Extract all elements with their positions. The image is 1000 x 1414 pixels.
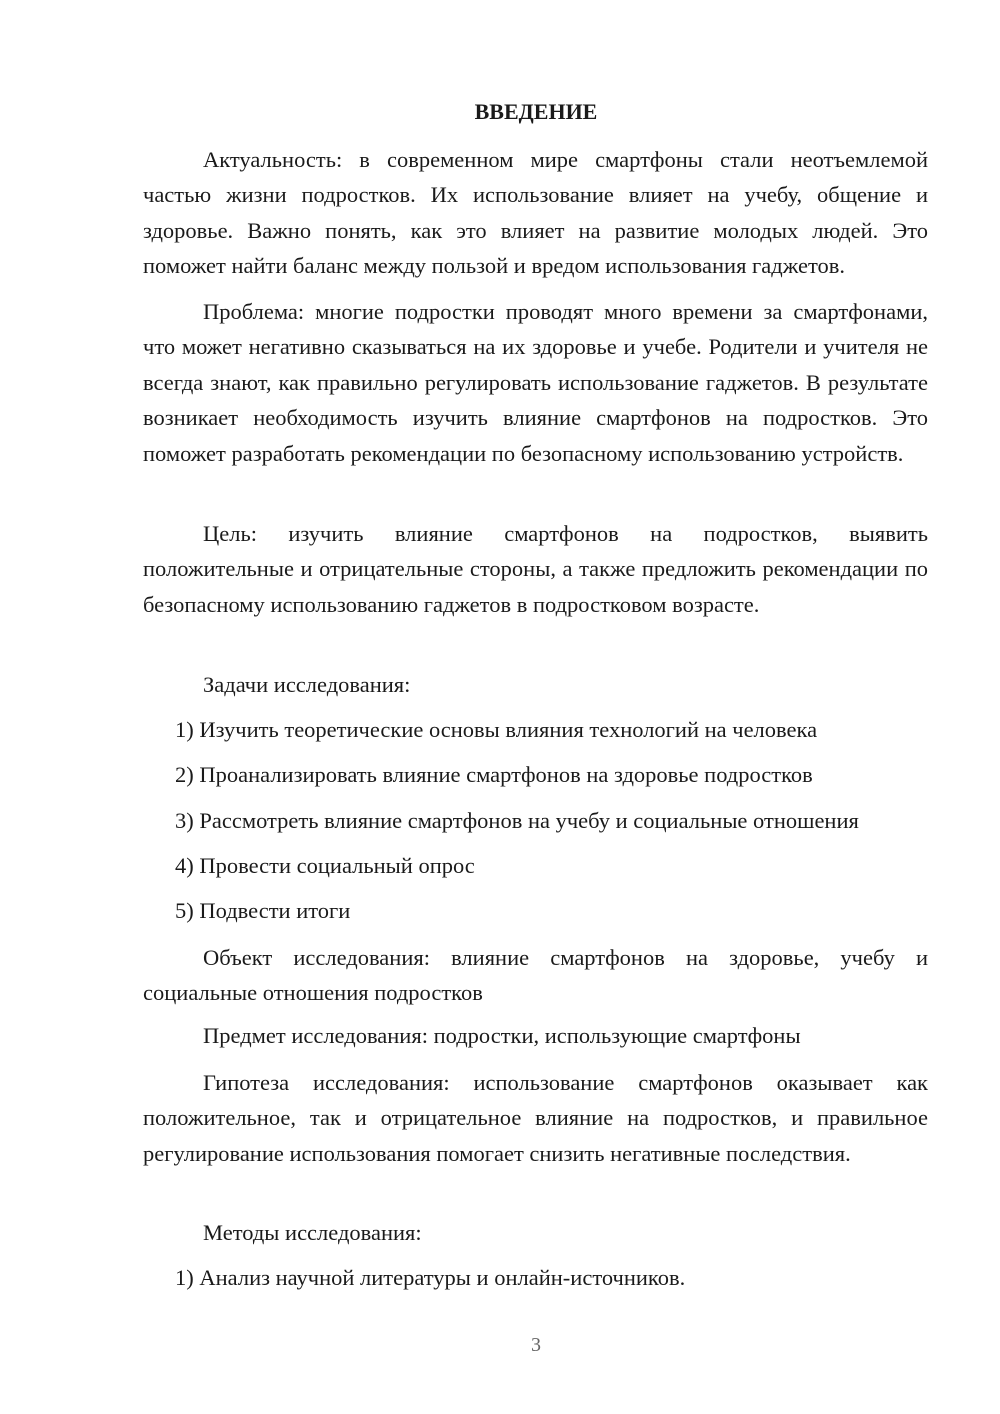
task-item-2: 2) Проанализировать влияние смартфонов на здоровье подростков bbox=[175, 762, 813, 787]
task-item-3: 3) Рассмотреть влияние смартфонов на учебу и социальные отношения bbox=[175, 808, 859, 833]
task-item-1: 1) Изучить теоретические основы влияния технологий на человека bbox=[175, 717, 818, 742]
goal-paragraph bbox=[143, 516, 928, 622]
relevance-paragraph bbox=[143, 142, 928, 284]
object-text: Объект исследования: влияние смартфонов на здоровье, учебу и социальные отношения подростков bbox=[143, 945, 928, 1006]
goal-text: Цель: изучить влияние смартфонов на подростков, выявить положительные и отрицательные стороны, а также предложить рекомендации по безопасному использованию гаджетов в подростковом возрасте. bbox=[143, 521, 928, 617]
section-heading: ВВЕДЕНИЕ bbox=[474, 99, 598, 124]
object-paragraph bbox=[143, 940, 928, 1011]
problem-text: Проблема: многие подростки проводят много времени за смартфонами, что может негативно сказываться на их здоровье и учебе. Родители и учителя не всегда знают, как правильно регулировать использование гаджетов. В результате возникает необходимость изучить влияние смартфонов на подростков. Это поможет разработать рекомендации по безопасному использованию устройств. bbox=[143, 299, 928, 466]
tasks-title: Задачи исследования: bbox=[203, 672, 411, 697]
page-number: 3 bbox=[531, 1334, 541, 1356]
subject-line: Предмет исследования: подростки, использующие смартфоны bbox=[203, 1023, 801, 1048]
hypothesis-paragraph bbox=[143, 1065, 928, 1171]
methods-title: Методы исследования: bbox=[203, 1220, 422, 1245]
relevance-text: Актуальность: в современном мире смартфоны стали неотъемлемой частью жизни подростков. Их использование влияет на учебу, общение и здоровье. Важно понять, как это влияет на развитие молодых людей. Это поможет найти баланс между пользой и вредом использования гаджетов. bbox=[143, 147, 928, 279]
task-item-5: 5) Подвести итоги bbox=[175, 898, 351, 923]
task-item-4: 4) Провести социальный опрос bbox=[175, 853, 475, 878]
method-item-1: 1) Анализ научной литературы и онлайн-источников. bbox=[175, 1265, 686, 1290]
hypothesis-text: Гипотеза исследования: использование смартфонов оказывает как положительное, так и отрицательное влияние на подростков, и правильное регулирование использования помогает снизить негативные последствия. bbox=[143, 1070, 928, 1166]
problem-paragraph bbox=[143, 294, 928, 471]
